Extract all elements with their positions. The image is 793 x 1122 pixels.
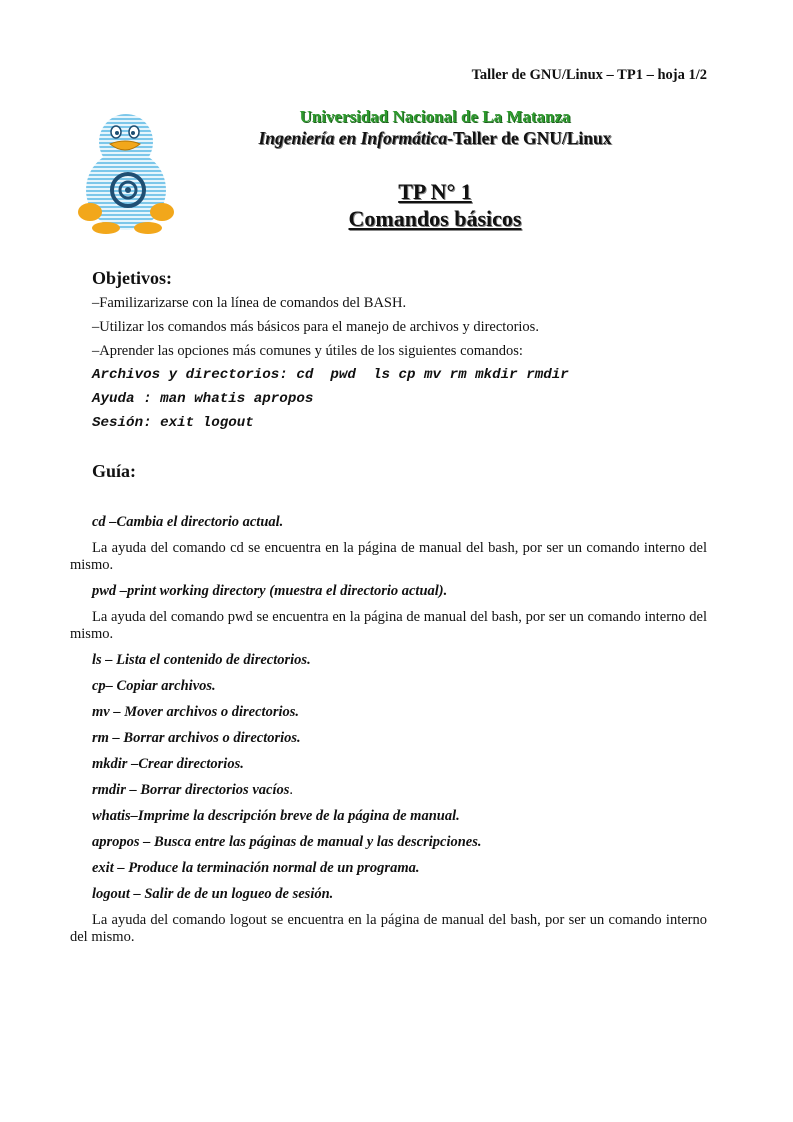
command-line-ayuda: Ayuda : man whatis apropos bbox=[92, 391, 314, 407]
cmd-cd: cd –Cambia el directorio actual. bbox=[92, 514, 284, 530]
objetivo-item: –Familizarizarse con la línea de comandos del BASH. bbox=[92, 295, 407, 311]
cmd-mkdir: mkdir –Crear directorios. bbox=[92, 756, 244, 772]
logout-help-paragraph: La ayuda del comando logout se encuentra en la página de manual del bash, por ser un comando interno del mismo. bbox=[70, 912, 707, 945]
cmd-rmdir-text: rmdir – Borrar directorios vacíos bbox=[92, 782, 290, 798]
cmd-cp: cp– Copiar archivos. bbox=[92, 678, 216, 694]
cmd-pwd: pwd –print working directory (muestra el directorio actual). bbox=[92, 583, 448, 599]
cmd-exit: exit – Produce la terminación normal de un programa. bbox=[92, 860, 420, 876]
cmd-ls: ls – Lista el contenido de directorios. bbox=[92, 652, 311, 668]
cmd-rm: rm – Borrar archivos o directorios. bbox=[92, 730, 301, 746]
tp-subject: Comandos básicos bbox=[348, 206, 522, 231]
running-header: Taller de GNU/Linux – TP1 – hoja 1/2 bbox=[471, 67, 707, 83]
command-line-archivos: Archivos y directorios: cd pwd ls cp mv rm mkdir rmdir bbox=[92, 367, 569, 383]
career-italic: Ingeniería en Informática bbox=[258, 128, 448, 148]
objetivo-item: –Utilizar los comandos más básicos para el manejo de archivos y directorios. bbox=[92, 319, 539, 335]
cmd-rmdir bbox=[92, 782, 707, 799]
objetivo-item: –Aprender las opciones más comunes y útiles de los siguientes comandos: bbox=[92, 343, 523, 359]
cmd-apropos: apropos – Busca entre las páginas de manual y las descripciones. bbox=[92, 834, 482, 850]
cmd-rmdir-period: . bbox=[289, 782, 293, 798]
career-name bbox=[180, 128, 690, 149]
pwd-help-paragraph: La ayuda del comando pwd se encuentra en la página de manual del bash, por ser un comando interno del mismo. bbox=[70, 609, 707, 642]
tp-number: TP N° 1 bbox=[398, 179, 472, 204]
guia-heading: Guía: bbox=[92, 461, 137, 481]
university-name: Universidad Nacional de La Matanza bbox=[299, 107, 571, 126]
cmd-mv: mv – Mover archivos o directorios. bbox=[92, 704, 300, 720]
objetivos-heading: Objetivos: bbox=[92, 268, 172, 288]
tp-title bbox=[180, 178, 690, 232]
command-line-sesion: Sesión: exit logout bbox=[92, 415, 254, 431]
penguin-logo-icon bbox=[76, 110, 176, 235]
cmd-whatis: whatis–Imprime la descripción breve de la página de manual. bbox=[92, 808, 460, 824]
career-rest: -Taller de GNU/Linux bbox=[447, 128, 612, 148]
document-body bbox=[70, 270, 707, 955]
cmd-logout: logout – Salir de de un logueo de sesión. bbox=[92, 886, 334, 902]
cd-help-paragraph: La ayuda del comando cd se encuentra en la página de manual del bash, por ser un comando interno del mismo. bbox=[70, 540, 707, 573]
